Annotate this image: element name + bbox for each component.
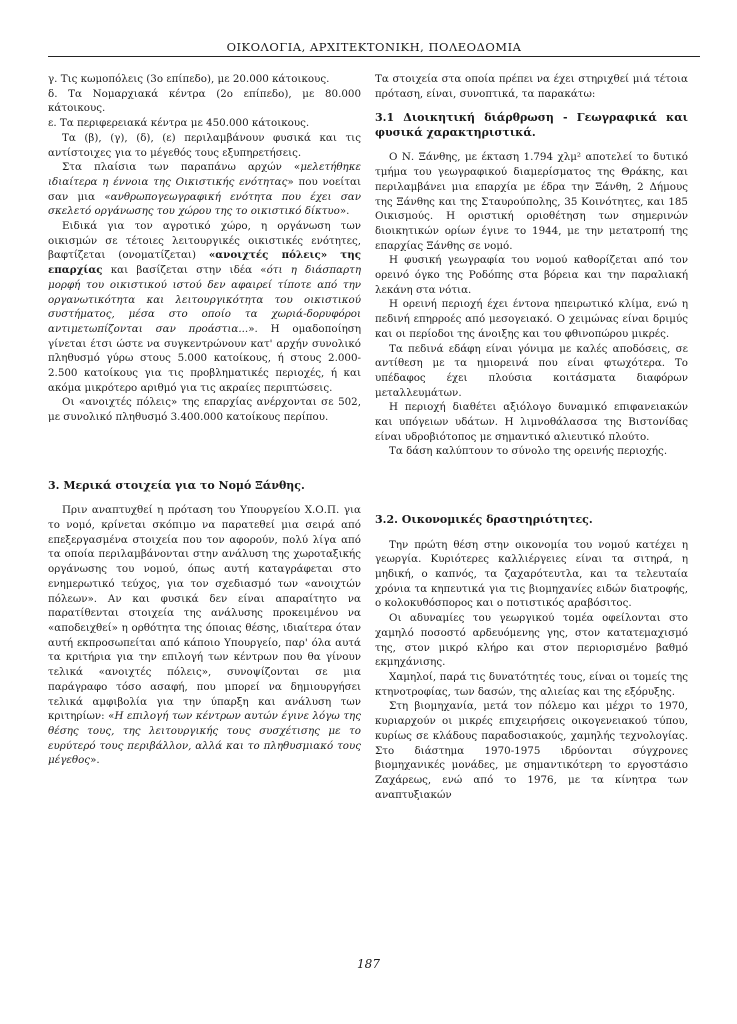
paragraph xyxy=(48,503,361,768)
text-run: Πριν αναπτυχθεί η πρόταση του Υπουργείου Χ.Ο.Π. για το νομό, κρίνεται σκόπιμο να παρατεθεί μια σειρά από επεξεργασμένα στοιχεία που τον αφορούν, πολύ λίγα από τα οποία περιλαμβάνονται στην ανάλυση της χωροταξικής οργάνωσης του νομού, όπως αυτή καταγράφεται στο ενημερωτικό τεύχος, για τον σχεδιασμό των «ανοιχτών πόλεων». Αν και φυσικά δεν είναι απαραίτητο να παρατίθενται στοιχεία της ανάλυσης προκειμένου να «αποδειχθεί» η ορθότητα της όποιας θέσης, ιδιαίτερα όταν αυτή εκπροσωπείται από κάποιο Υπουργείο, παρ' όλα αυτά τα κριτήρια για την επιλογή των κέντρων που θα γίνουν τελικά «ανοιχτές πόλεις», συνοψίζονται σε μια παράγραφο τόσο ασαφή, που μπορεί να δημιουργήσει τελικά αμφιβολία για την ύπαρξη και ανάλυση των κριτηρίων: « xyxy=(48,504,361,723)
paragraph: γ. Τις κωμοπόλεις (3ο επίπεδο), με 20.000 κάτοικους. xyxy=(48,73,330,85)
paragraph: Τα πεδινά εδάφη είναι γόνιμα με καλές αποδόσεις, σε αντίθεση με τα ημιορεινά που είναι φτωχότερα. Το υπέδαφος έχει πλούσια κοιτάσματα διαφόρων μεταλλευμάτων. xyxy=(375,342,688,399)
spacer xyxy=(375,459,688,495)
text-run: » που νοείται σαν μια « xyxy=(48,175,362,203)
italic-quote: Η επιλογή των κέντρων αυτών έγινε λόγω της θέσης τους, της λειτουργικής τους συσχέτισης με το ευρύτερό τους περιβάλλον, αλλά και το πληθυσμιακό τους μέγεθος xyxy=(48,710,361,767)
paragraph: Η ορεινή περιοχή έχει έντονα ηπειρωτικό κλίμα, ενώ η πεδινή επηρροές από μεσογειακό. Ο χειμώνας είναι δριμύς και οι περίοδοι της άνοιξης και του φθινοπώρου μικρές. xyxy=(375,298,688,340)
text-run: ». Η ομαδοποίηση γίνεται έτσι ώστε να συγκεντρώνουν κατ' αρχήν συνολικό πληθυσμό γύρω στους 5.000 κατοίκους, ή στους 2.000-2.500 κατοίκους για τις προβληματικές περιοχές, ή και ακόμα μικρότερο αριθμό για τις ακραίες περιπτώσεις. xyxy=(48,322,361,394)
section-heading: 3. Μερικά στοιχεία για το Νομό Ξάνθης. xyxy=(48,478,305,492)
paragraph: Τα δάση καλύπτουν το σύνολο της ορεινής περιοχής. xyxy=(389,445,668,458)
paragraph: ε. Τα περιφερειακά κέντρα με 450.000 κάτοικους. xyxy=(48,117,310,130)
header-rule xyxy=(48,56,700,57)
paragraph: Χαμηλοί, παρά τις δυνατότητές τους, είναι οι τομείς της κτηνοτροφίας, των δασών, της αλιείας και της εξόρυξης. xyxy=(375,671,688,698)
section-heading: 3.1 Διοικητική διάρθρωση - Γεωγραφικά και φυσικά χαρακτηριστικά. xyxy=(375,111,688,139)
paragraph: δ. Τα Νομαρχιακά κέντρα (2ο επίπεδο), με 80.000 κάτοικους. xyxy=(48,87,361,115)
italic-quote: ότι η διάσπαρτη μορφή του οικιστικού ιστού δεν αφαιρεί τίποτε από την οργανωτικότητα και λειτουργικότητα του οικιστικού συστήματος, μέσα στο οποίο τα χωριά-δορυφόροι αντιμετωπίζονται σαν προάστια... xyxy=(48,264,361,335)
text-run: και βασίζεται στην ιδέα « xyxy=(102,264,267,277)
bold-term: «ανοιχτές πόλεις» της επαρχίας xyxy=(48,249,361,277)
paragraph: Οι αδυναμίες του γεωργικού τομέα οφείλονται στο χαμηλό ποσοστό αρδευόμενης γης, στον κατατεμαχισμό της, στον μικρό κλήρο και στον περιορισμένο βαθμό εκμηχάνισης. xyxy=(375,612,688,669)
paragraph: Τα (β), (γ), (δ), (ε) περιλαμβάνουν φυσικά και τις αντίστοιχες για το μέγεθός τους εξυπηρετήσεις. xyxy=(48,131,361,159)
text-run: ». xyxy=(339,205,350,218)
paragraph: Η φυσική γεωγραφία του νομού καθορίζεται από τον ορεινό όγκο της Ροδόπης στα βόρεια και την παραλιακή λεκάνη στα νότια. xyxy=(375,254,688,296)
italic-quote: μελετήθηκε ιδιαίτερα η έννοια της Οικιστικής ενότητας xyxy=(48,161,361,188)
paragraph: Η περιοχή διαθέτει αξιόλογο δυναμικό επιφανειακών και υπόγειων υδάτων. Η λιμνοθάλασσα της Βιστονίδας είναι υδροβιότοπος με σημαντικό αλιευτικό πλούτο. xyxy=(375,401,688,443)
paragraph xyxy=(48,160,361,219)
spacer xyxy=(48,425,361,461)
left-column xyxy=(48,72,361,768)
section-heading: 3.2. Οικονομικές δραστηριότητες. xyxy=(375,513,593,527)
paragraph xyxy=(48,219,361,395)
text-run: Στα πλαίσια των παραπάνω αρχών « xyxy=(62,161,301,174)
paragraph: Την πρώτη θέση στην οικονομία του νομού κατέχει η γεωργία. Κυριότερες καλλιέργειες είναι τα σιτηρά, η μηδική, ο καπνός, τα ζαχαρότευτλα, και τα τελευταία χρόνια τα κηπευτικά για τις βιομηχανίες ειδών διατροφής, ο κολοκυθόσπορος και ο ποτιστικός αραβόσιτος. xyxy=(375,538,688,610)
right-column xyxy=(375,72,688,802)
text-run: Ειδικά για τον αγροτικό χώρο, η οργάνωση των οικισμών σε τέτοιες λειτουργικές οικιστικές ενότητες, βαφτίζεται (ονοματίζεται) xyxy=(48,220,361,262)
paragraph: Οι «ανοιχτές πόλεις» της επαρχίας ανέρχονται σε 502, με συνολικό πληθυσμό 3.400.000 κατοίκους περίπου. xyxy=(48,396,361,424)
page-number: 187 xyxy=(357,957,380,971)
running-header: ΟΙΚΟΛΟΓΙΑ, ΑΡΧΙΤΕΚΤΟΝΙΚΗ, ΠΟΛΕΟΔΟΜΙΑ xyxy=(226,40,522,54)
text-run: ». xyxy=(90,754,100,767)
paragraph: Στη βιομηχανία, μετά τον πόλεμο και μέχρι το 1970, κυριαρχούν οι μικρές επιχειρήσεις οικογενειακού τύπου, κυρίως σε κλάδους παραδοσιακούς, χαμηλής τεχνολογίας. Στο διάστημα 1970-1975 ιδρύονται σύγχρονες βιομηχανικές μονάδες, με σημαντικότερη το εργοστάσιο Ζαχάρεως, ενώ από το 1976, με τα κίνητρα των αναπτυξιακών xyxy=(375,700,688,801)
italic-quote: ανθρωπογεωγραφική ενότητα που έχει σαν σκελετό οργάνωσης του χώρου της το οικιστικό δίκτυο xyxy=(48,190,361,218)
paragraph: Τα στοιχεία στα οποία πρέπει να έχει στηριχθεί μιά τέτοια πρόταση, είναι, συνοπτικά, τα παρακάτω: xyxy=(375,73,688,100)
paragraph: Ο Ν. Ξάνθης, με έκταση 1.794 χλμ² αποτελεί το δυτικό τμήμα του γεωγραφικού διαμερίσματος της Θράκης, και περιλαμβάνει μια επαρχία με έδρα την Ξάνθη, 2 Δήμους της Ξάνθης και της Σταυρούπολης, 35 Κοινότητες, και 185 Οικισμούς. Η οριστική οριοθέτηση των σημερινών διοικητικών ορίων έγινε το 1944, με την μετατροπή της επαρχίας Ξάνθης σε νομό. xyxy=(375,151,688,252)
